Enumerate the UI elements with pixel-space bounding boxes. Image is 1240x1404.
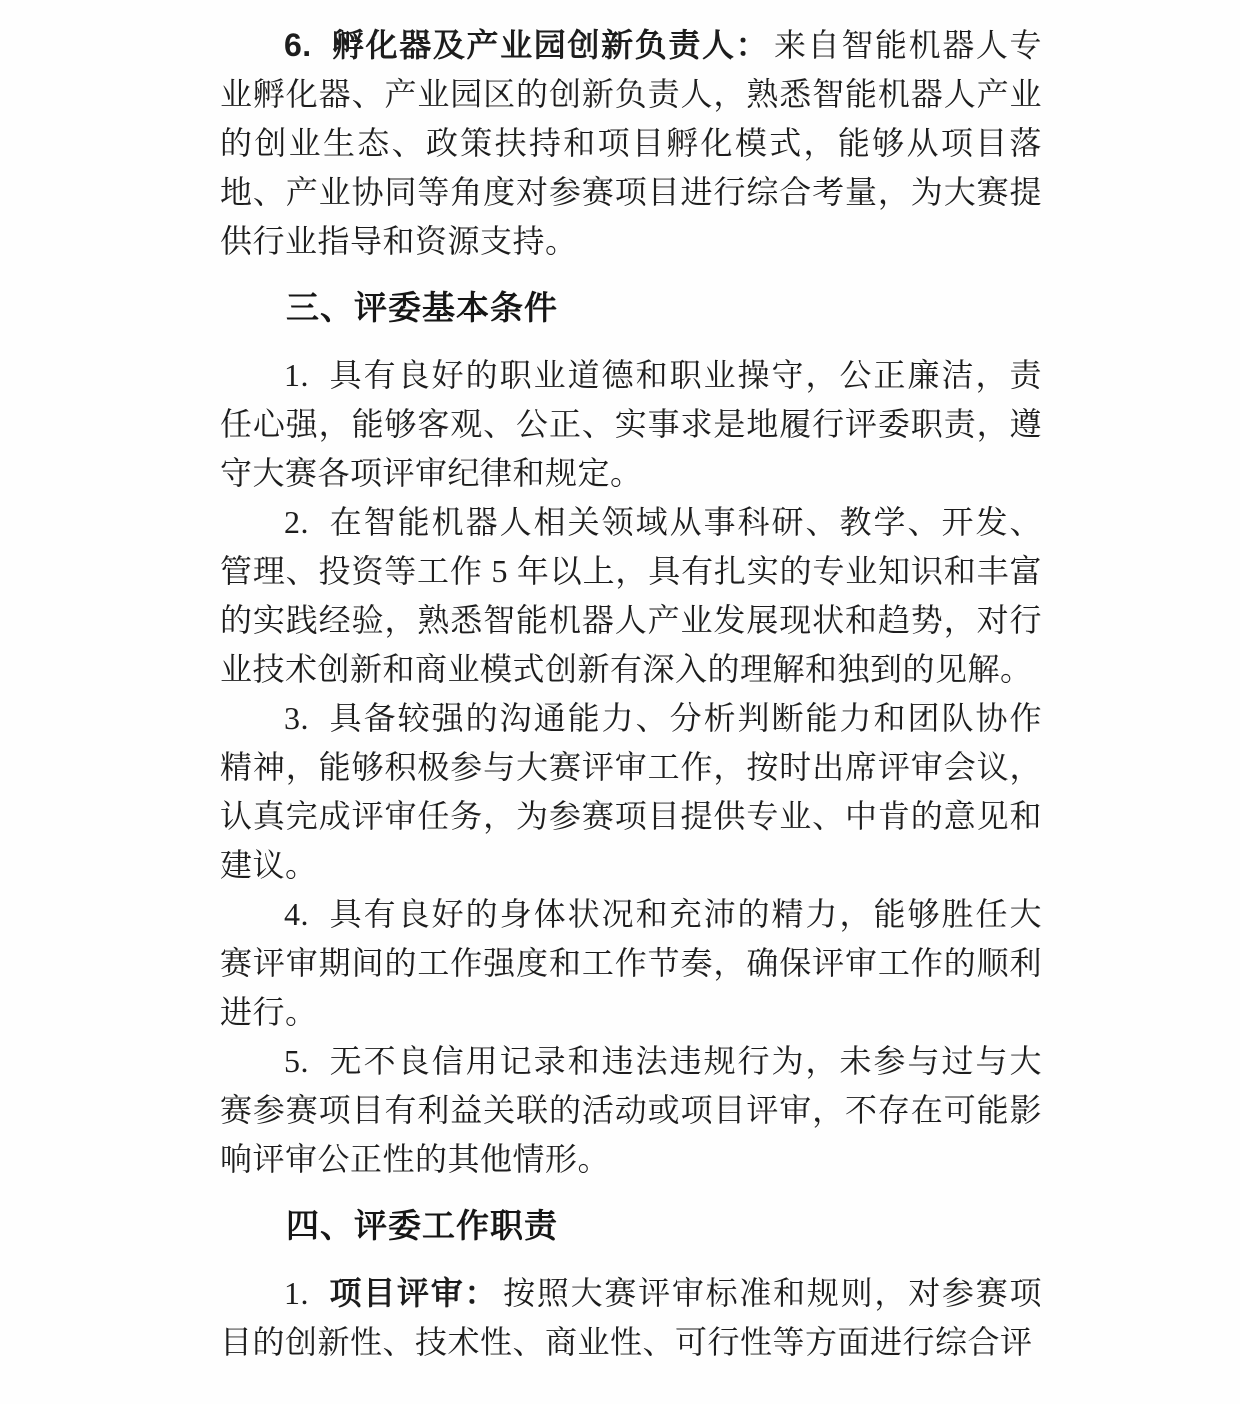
- section-3-item-4: [220, 890, 1042, 1037]
- item-number: 1.: [284, 1275, 309, 1311]
- paragraph-6-body: 来自智能机器人专业孵化器、产业园区的创新负责人，熟悉智能机器人产业的创业生态、政策扶持和项目孵化模式，能够从项目落地、产业协同等角度对参赛项目进行综合考量，为大赛提供行业指导和资源支持。: [220, 27, 1042, 259]
- item-number: 1.: [284, 357, 309, 393]
- paragraph-6-lead: 孵化器及产业园创新负责人：: [330, 27, 770, 63]
- section-3-heading: 三、评委基本条件: [286, 289, 558, 326]
- section-3-item-1: [220, 351, 1042, 498]
- section-4-item-1-body: 按照大赛评审标准和规则，对参赛项目的创新性、技术性、商业性、可行性等方面进行综合评: [220, 1275, 1042, 1360]
- item-number: 5.: [284, 1043, 309, 1079]
- section-4-item-1-lead: 项目评审：: [328, 1275, 499, 1311]
- item-text: 无不良信用记录和违法违规行为，未参与过与大赛参赛项目有利益关联的活动或项目评审，不存在可能影响评审公正性的其他情形。: [220, 1043, 1042, 1177]
- item-text: 在智能机器人相关领域从事科研、教学、开发、管理、投资等工作 5 年以上，具有扎实的专业知识和丰富的实践经验，熟悉智能机器人产业发展现状和趋势，对行业技术创新和商业模式创新有深入的理解和独到的见解。: [220, 504, 1042, 687]
- section-4-item-1: [220, 1269, 1042, 1367]
- item-text: 具有良好的身体状况和充沛的精力，能够胜任大赛评审期间的工作强度和工作节奏，确保评审工作的顺利进行。: [220, 896, 1042, 1030]
- section-3-item-2: [220, 498, 1042, 694]
- item-number: 3.: [284, 700, 309, 736]
- section-4-heading: 四、评委工作职责: [286, 1207, 558, 1244]
- item-number: 4.: [284, 896, 309, 932]
- paragraph-6-number: 6.: [284, 27, 312, 63]
- section-3-item-3: [220, 694, 1042, 890]
- item-text: 具有良好的职业道德和职业操守，公正廉洁，责任心强，能够客观、公正、实事求是地履行评委职责，遵守大赛各项评审纪律和规定。: [220, 357, 1042, 491]
- item-number: 2.: [284, 504, 309, 540]
- item-text: 具备较强的沟通能力、分析判断能力和团队协作精神，能够积极参与大赛评审工作，按时出席评审会议，认真完成评审任务，为参赛项目提供专业、中肯的意见和建议。: [220, 700, 1042, 883]
- paragraph-6: [220, 21, 1042, 266]
- section-3-item-5: [220, 1037, 1042, 1184]
